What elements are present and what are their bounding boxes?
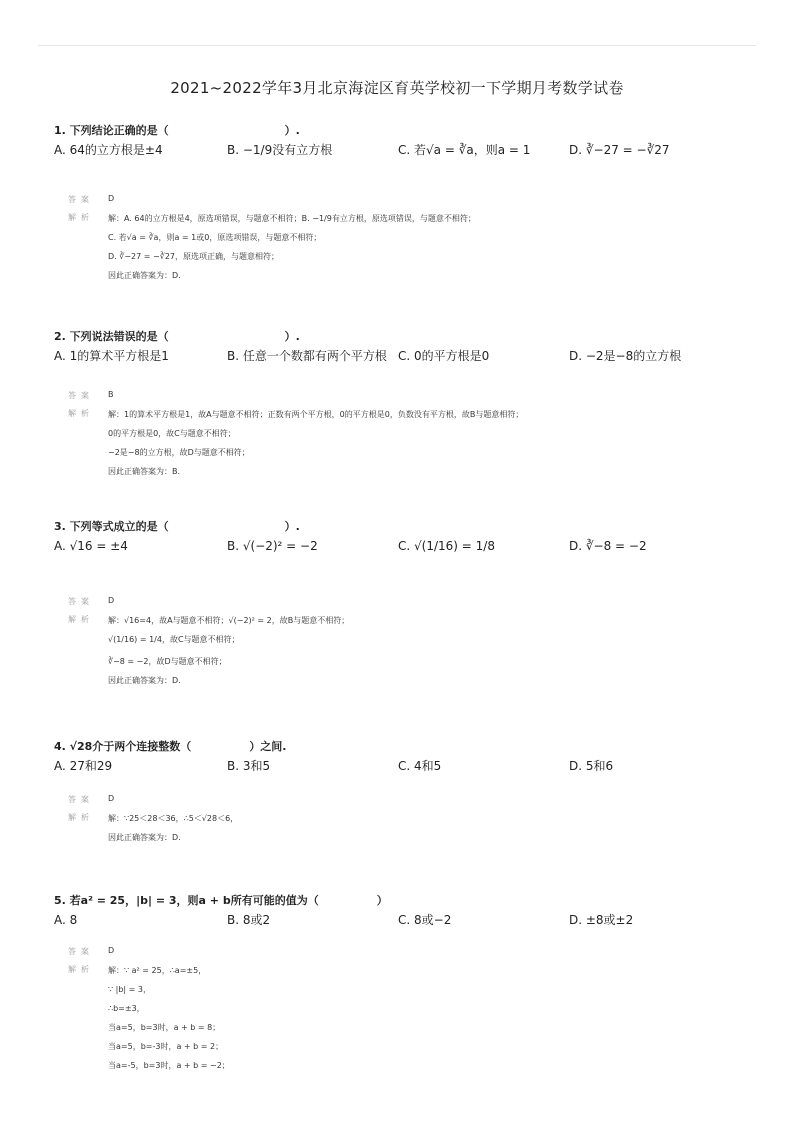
explanation-line: 因此正确答案为：D. [108, 271, 181, 280]
answer-row [54, 942, 754, 964]
options [54, 910, 754, 936]
answer-label: 答案 [68, 947, 94, 956]
answer-row [54, 592, 754, 614]
option-b: B. √(−2)² = −2 [227, 539, 318, 553]
top-divider [38, 45, 756, 46]
explanation-label: 解析 [68, 615, 94, 624]
option-c: C. 4和5 [398, 759, 442, 773]
answer-label: 答案 [68, 795, 94, 804]
answer-value: D [108, 596, 115, 605]
explanation-line: 0的平方根是0，故C与题意不相符； [108, 429, 236, 438]
explanation-line: 因此正确答案为：D. [108, 676, 181, 685]
explanation-line: ∛−8 = −2，故D与题意不相符； [108, 657, 227, 666]
explanation-line: 解：∵25＜28＜36，∴5＜√28＜6， [108, 814, 239, 823]
option-d: D. ∛−8 = −2 [569, 539, 647, 553]
explanation-line: C. 若√a = ∛a，则a = 1或0，原选项错误，与题意不相符； [108, 233, 322, 242]
answer-value: D [108, 194, 115, 203]
explanation-line: 解：√16=4，故A与题意不相符；√(−2)² = 2，故B与题意不相符； [108, 616, 350, 625]
explanation-line: 当a=-5，b=3时，a + b = −2； [108, 1061, 230, 1070]
explanation-line: 解：1的算术平方根是1，故A与题意不相符；正数有两个平方根，0的平方根是0，负数没有平方根，故B与题意相符； [108, 410, 524, 419]
explanation-line: 因此正确答案为：B. [108, 467, 181, 476]
option-b: B. 3和5 [227, 759, 271, 773]
option-a: A. 1的算术平方根是1 [54, 349, 169, 363]
options [54, 140, 754, 166]
explanation-line: 因此正确答案为：D. [108, 833, 181, 842]
explanation-line: −2是−8的立方根，故D与题意不相符； [108, 448, 250, 457]
answer-row [54, 190, 754, 212]
explanation [54, 614, 754, 704]
question-4 [54, 738, 754, 862]
question-stem: 4. √28介于两个连接整数（ ）之间. [54, 740, 287, 753]
option-d: D. ∛−27 = −∛27 [569, 143, 670, 157]
question-stem: 3. 下列等式成立的是（ ）. [54, 520, 300, 533]
option-a: A. √16 = ±4 [54, 539, 128, 553]
options [54, 536, 754, 562]
question-stem: 1. 下列结论正确的是（ ）. [54, 124, 300, 137]
explanation-line: ∴b=±3， [108, 1004, 145, 1013]
explanation-label: 解析 [68, 213, 94, 222]
option-d: D. ±8或±2 [569, 913, 634, 927]
question-stem: 5. 若a² = 25，|b| = 3，则a + b所有可能的值为（ ） [54, 894, 388, 907]
question-1 [54, 122, 754, 292]
answer-value: D [108, 946, 115, 955]
option-b: B. −1/9没有立方根 [227, 143, 333, 157]
option-a: A. 27和29 [54, 759, 113, 773]
explanation-line: ∵ |b| = 3， [108, 985, 151, 994]
answer-label: 答案 [68, 391, 94, 400]
option-b: B. 任意一个数都有两个平方根 [227, 349, 387, 363]
option-c: C. 0的平方根是0 [398, 349, 490, 363]
page-title: 2021~2022学年3月北京海淀区育英学校初一下学期月考数学试卷 [170, 79, 624, 97]
explanation [54, 812, 754, 862]
option-d: D. −2是−8的立方根 [569, 349, 682, 363]
answer-value: B [108, 390, 114, 399]
question-2 [54, 328, 754, 488]
option-b: B. 8或2 [227, 913, 271, 927]
explanation-line: 当a=5，b=3时，a + b = 8； [108, 1023, 221, 1032]
option-c: C. 8或−2 [398, 913, 452, 927]
answer-row [54, 386, 754, 408]
explanation-line: D. ∛−27 = −∛27，原选项正确，与题意相符； [108, 252, 279, 261]
options [54, 756, 754, 782]
explanation-line: 解：∵ a² = 25，∴a=±5， [108, 966, 207, 975]
option-a: A. 64的立方根是±4 [54, 143, 163, 157]
question-5 [54, 892, 754, 1074]
explanation-line: √(1/16) = 1/4，故C与题意不相符； [108, 635, 240, 644]
answer-value: D [108, 794, 115, 803]
explanation [54, 212, 754, 292]
explanation-label: 解析 [68, 813, 94, 822]
question-stem: 2. 下列说法错误的是（ ）. [54, 330, 300, 343]
explanation-line: 解：A. 64的立方根是4，原选项错误，与题意不相符；B. −1/9有立方根，原选项错误，与题意不相符； [108, 214, 476, 223]
question-3 [54, 518, 754, 704]
answer-label: 答案 [68, 597, 94, 606]
option-c: C. √(1/16) = 1/8 [398, 539, 495, 553]
explanation-label: 解析 [68, 409, 94, 418]
option-d: D. 5和6 [569, 759, 614, 773]
explanation-label: 解析 [68, 965, 94, 974]
answer-label: 答案 [68, 195, 94, 204]
options [54, 346, 754, 372]
explanation-line: 当a=5，b=-3时，a + b = 2； [108, 1042, 224, 1051]
option-c: C. 若√a = ∛a，则a = 1 [398, 143, 531, 157]
explanation [54, 408, 754, 488]
option-a: A. 8 [54, 913, 78, 927]
answer-row [54, 790, 754, 812]
explanation [54, 964, 754, 1074]
